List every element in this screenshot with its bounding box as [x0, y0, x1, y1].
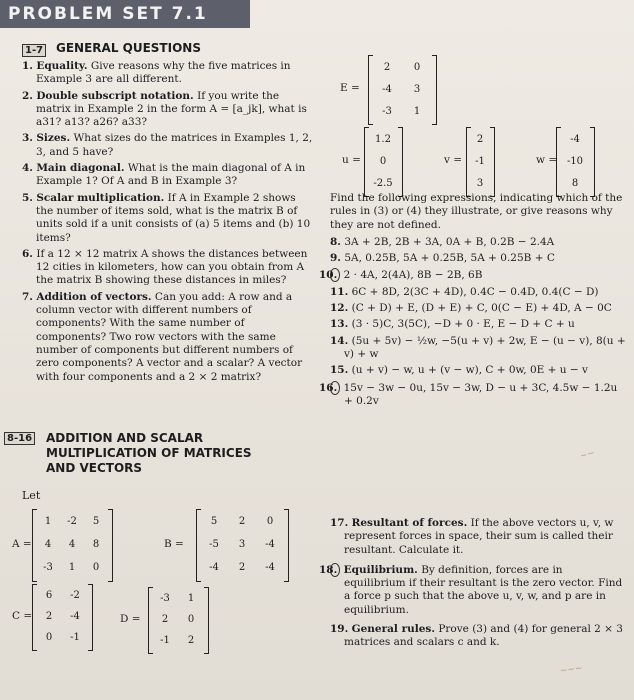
exercise-18	[319, 563, 626, 617]
matrix-A	[36, 510, 108, 579]
exercise-number: 13.	[330, 318, 349, 331]
exercise-expressions: 6C + 8D, 2(3C + 4D), 0.4C − 0.4D, 0.4(C − D)	[351, 285, 599, 298]
question-2	[22, 90, 314, 130]
pencil-marks: ~~	[578, 448, 597, 462]
exercise-17	[330, 517, 626, 557]
matrix-v	[470, 128, 490, 194]
exercise-11	[330, 286, 626, 299]
question-number: 5.	[22, 191, 33, 204]
matrix-w-left-bracket	[556, 127, 561, 197]
matrix-cell: -3	[43, 562, 53, 573]
matrix-v-label: v =	[444, 154, 463, 166]
exercise-number: 8.	[330, 235, 341, 248]
matrix-cell: -10	[566, 155, 584, 167]
question-number: 7.	[22, 290, 33, 303]
exercise-number: 14.	[330, 334, 349, 347]
section2-title-line2: MULTIPLICATION OF MATRICES	[46, 446, 252, 460]
matrix-C-right-bracket	[88, 584, 93, 651]
exercise-18-num: 18.	[330, 563, 340, 577]
matrix-A-right-bracket	[108, 509, 113, 582]
matrix-w-label: w =	[536, 154, 558, 166]
matrix-w-right-bracket	[590, 127, 595, 197]
question-text: If A in Example 2 shows the number of items sold, what is the matrix B of units sold if a unit consists of (a) 5 items and (b) 10 items?	[36, 191, 311, 244]
exercise-19-head: General rules.	[351, 623, 435, 636]
section1-title: GENERAL QUESTIONS	[56, 41, 201, 55]
question-number: 4.	[22, 162, 33, 175]
section2-badge: 8-16	[4, 432, 35, 445]
matrix-E	[372, 56, 432, 122]
exercise-number: 16.	[330, 381, 340, 395]
matrix-cell: 3	[238, 539, 246, 550]
exercise-number: 11.	[330, 285, 349, 298]
matrix-cell: 0	[266, 516, 274, 527]
exercise-19-text: Prove (3) and (4) for general 2 × 3 matrices and scalars c and k.	[344, 623, 623, 649]
section2-title-line1: ADDITION AND SCALAR	[46, 431, 204, 445]
exercise-expressions: 3A + 2B, 2B + 3A, 0A + B, 0.2B − 2.4A	[344, 235, 555, 248]
exercise-number: 10.	[330, 268, 340, 282]
matrix-v-right-bracket	[490, 127, 495, 197]
matrix-D-left-bracket	[148, 587, 153, 654]
exercise-expressions: (u + v) − w, u + (v − w), C + 0w, 0E + u − v	[351, 364, 588, 377]
exercise-number: 15.	[330, 364, 349, 377]
question-text: What sizes do the matrices in Examples 1, 2, 3, and 5 have?	[36, 132, 313, 158]
matrix-cell: -4	[265, 562, 275, 573]
matrix-cell: -3	[160, 593, 170, 604]
matrix-B	[200, 510, 284, 579]
matrix-cell: 8	[92, 539, 100, 550]
exercise-number: 9.	[330, 252, 341, 265]
matrix-cell: 8	[571, 177, 579, 189]
matrix-cell: 0	[379, 155, 387, 167]
matrix-cell: 1	[68, 562, 76, 573]
matrix-u-label: u =	[342, 154, 361, 166]
matrix-cell: 2	[238, 562, 246, 573]
matrix-cell: 1	[413, 105, 421, 117]
exercise-19-num: 19.	[330, 623, 349, 636]
exercise-14	[330, 335, 626, 362]
question-heading: Main diagonal.	[36, 162, 125, 175]
matrix-cell: 2	[45, 611, 53, 622]
matrix-C	[36, 585, 88, 648]
matrix-v-left-bracket	[466, 127, 471, 197]
matrix-cell: -2.5	[373, 177, 393, 189]
matrix-cell: 3	[413, 83, 421, 95]
exercise-17-text: If the above vectors u, v, w represent forces in space, their sum is called their resultant. Calculate it.	[344, 517, 614, 556]
exercise-8	[330, 236, 626, 249]
matrix-cell: 2	[238, 516, 246, 527]
matrix-cell: 3	[476, 177, 484, 189]
exercise-expressions: 2 · 4A, 2(4A), 8B − 2B, 6B	[343, 269, 483, 282]
matrix-E-label: E =	[340, 82, 360, 94]
question-heading: Scalar multiplication.	[36, 191, 165, 204]
page-title: PROBLEM SET 7.1	[8, 4, 208, 24]
let-label: Let	[22, 489, 41, 502]
matrix-C-left-bracket	[32, 584, 37, 651]
matrix-cell: 0	[187, 614, 195, 625]
problem-set-banner	[0, 0, 250, 28]
section2-title-line3: AND VECTORS	[46, 461, 143, 475]
question-heading: Sizes.	[36, 132, 71, 145]
question-4	[22, 162, 314, 189]
matrix-u	[368, 128, 398, 194]
right-lower	[319, 517, 626, 651]
matrix-C-label: C =	[12, 609, 33, 622]
matrix-A-left-bracket	[32, 509, 37, 582]
question-text: If a 12 × 12 matrix A shows the distances between 12 cities in kilometers, how can you obtain from A the matrix B showing these distances in miles?	[36, 247, 308, 287]
exercise-number: 12.	[330, 302, 349, 315]
exercise-19	[330, 623, 626, 650]
exercise-15	[330, 364, 626, 377]
matrix-cell: 0	[92, 562, 100, 573]
exercise-18-head: Equilibrium.	[343, 563, 418, 576]
question-heading: Addition of vectors.	[36, 290, 152, 303]
question-heading: Double subscript notation.	[36, 89, 194, 102]
matrix-cell: -2	[70, 590, 80, 601]
matrix-cell: -4	[70, 611, 80, 622]
matrix-cell: 1	[44, 516, 52, 527]
matrix-cell: -1	[70, 632, 80, 643]
matrix-D-label: D =	[120, 612, 141, 625]
matrix-cell: -4	[209, 562, 219, 573]
matrix-cell: 2	[383, 61, 391, 73]
instructions: Find the following expressions, indicating which of the rules in (3) or (4) they illustrate, or give reasons why they are not defined.	[330, 192, 623, 231]
matrix-E-left-bracket	[368, 55, 373, 125]
question-3	[22, 132, 314, 159]
exercise-expressions: 5A, 0.25B, 5A + 0.25B, 5A + 0.25B + C	[344, 252, 555, 265]
question-6	[22, 248, 314, 288]
matrix-B-label: B =	[164, 537, 184, 550]
matrix-cell: -3	[382, 105, 392, 117]
matrix-u-left-bracket	[364, 127, 369, 197]
matrix-cell: -4	[382, 83, 392, 95]
question-number: 2.	[22, 89, 33, 102]
question-number: 1.	[22, 60, 33, 72]
matrix-cell: 4	[68, 539, 76, 550]
exercise-16	[319, 381, 626, 409]
matrix-B-right-bracket	[284, 509, 289, 582]
exercise-9	[330, 252, 626, 265]
matrix-cell: 5	[92, 516, 100, 527]
matrix-B-left-bracket	[196, 509, 201, 582]
matrix-cell: 1	[187, 593, 195, 604]
matrix-cell: 2	[187, 635, 195, 646]
matrix-E-right-bracket	[432, 55, 437, 125]
exercise-12	[330, 302, 626, 315]
exercise-10	[319, 268, 626, 282]
matrix-cell: 1.2	[375, 133, 391, 145]
matrix-cell: -4	[265, 539, 275, 550]
exercise-expressions: 15v − 3w − 0u, 15v − 3w, D − u + 3C, 4.5w − 1.2u + 0.2v	[343, 381, 618, 407]
matrix-D-right-bracket	[204, 587, 209, 654]
question-text: If you write the matrix in Example 2 in the form A = [a_jk], what is a31? a13? a26? a33?	[36, 89, 307, 129]
exercise-expressions: (3 · 5)C, 3(5C), −D + 0 · E, E − D + C + u	[351, 318, 575, 331]
question-heading: Equality.	[36, 60, 88, 72]
matrix-u-right-bracket	[398, 127, 403, 197]
question-7	[22, 291, 314, 384]
exercise-13	[330, 318, 626, 331]
question-1	[22, 60, 314, 87]
pencil-marks-bottom: ~~~	[559, 663, 584, 677]
question-5	[22, 192, 314, 245]
matrix-A-label: A =	[12, 537, 32, 550]
exercise-18-text: By definition, forces are in equilibrium if their resultant is the zero vector. Find a force p such that the above u, v, w, and p are in equilibrium.	[344, 563, 623, 616]
matrix-cell: -5	[209, 539, 219, 550]
matrix-cell: 2	[476, 133, 484, 145]
matrix-D	[152, 588, 204, 651]
section1-questions	[22, 60, 314, 387]
exercise-expressions: (5u + 5v) − ½w, −5(u + v) + 2w, E − (u − v), 8(u + v) + w	[344, 334, 626, 360]
question-text: Can you add: A row and a column vector with different numbers of components? With the same number of components? Two row vectors with the same number of components but different numbers of zero components? A vector and a scalar? A vector with four components and a 2 × 2 matrix?	[36, 290, 303, 383]
matrix-w	[560, 128, 590, 194]
matrix-cell: -2	[67, 516, 77, 527]
section1-badge: 1-7	[22, 44, 46, 57]
matrix-cell: 2	[161, 614, 169, 625]
matrix-cell: 0	[45, 632, 53, 643]
question-number: 6.	[22, 247, 33, 260]
exercise-17-head: Resultant of forces.	[351, 517, 468, 529]
question-text: Give reasons why the five matrices in Example 3 are all different.	[36, 60, 291, 86]
exercise-17-num: 17.	[330, 517, 349, 529]
question-number: 3.	[22, 132, 33, 145]
question-text: What is the main diagonal of A in Example 1? Of A and B in Example 3?	[36, 162, 306, 188]
exercise-expressions: (C + D) + E, (D + E) + C, 0(C − E) + 4D, A − 0C	[351, 302, 612, 315]
matrix-cell: 0	[413, 61, 421, 73]
matrix-cell: -1	[160, 635, 170, 646]
matrix-cell: -1	[475, 155, 485, 167]
matrix-cell: 6	[45, 590, 53, 601]
matrix-cell: -4	[570, 133, 580, 145]
matrix-cell: 4	[44, 539, 52, 550]
matrix-cell: 5	[210, 516, 218, 527]
section2-title	[46, 431, 252, 476]
exercise-list	[319, 235, 626, 408]
right-column	[319, 192, 626, 411]
